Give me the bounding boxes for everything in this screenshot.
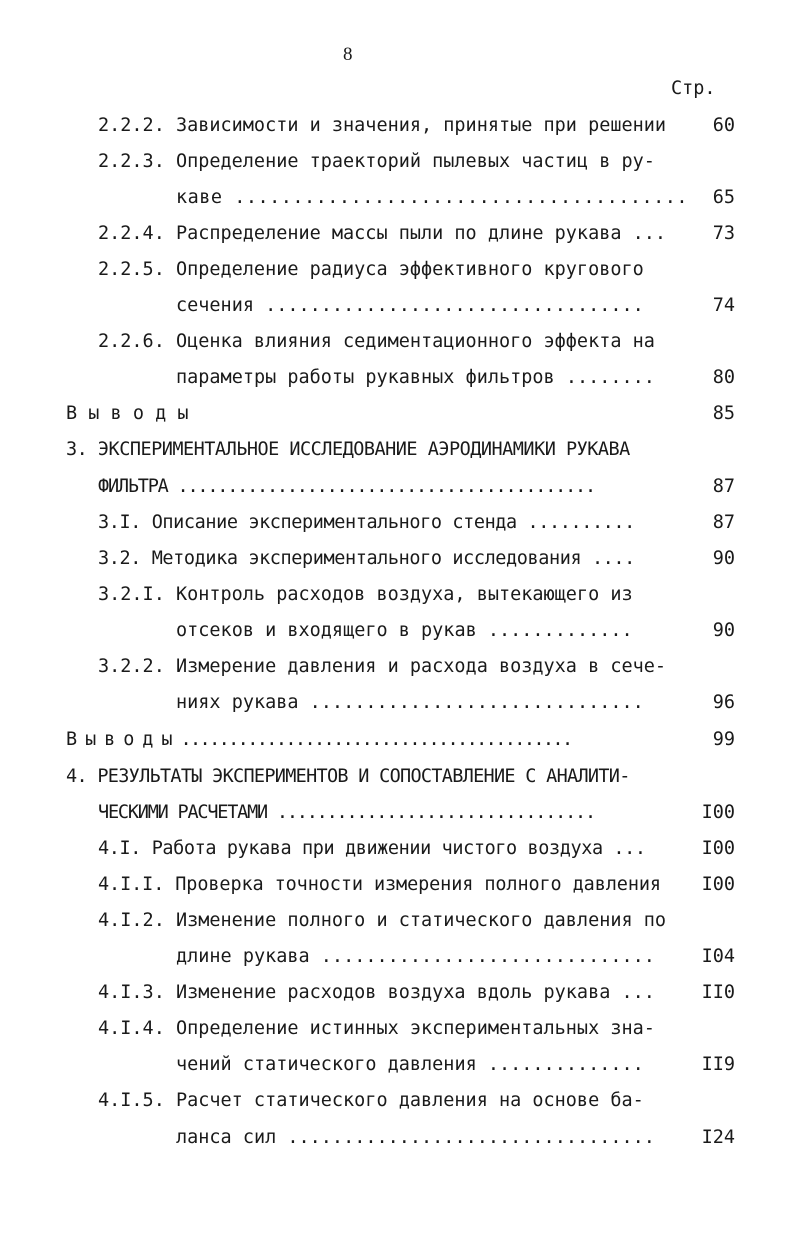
toc-page: 96 (712, 692, 735, 713)
toc-page: 65 (712, 187, 735, 208)
toc-line: 4.I.4. Определение истинных экспериментальных зна- (98, 1018, 655, 1039)
toc-line: длине рукава .............................. (176, 946, 655, 967)
toc-line: 2.2.2. Зависимости и значения, принятые при решении (98, 115, 667, 136)
toc-line: каве ....................................... (176, 187, 689, 208)
toc-line: чений статического давления .............. (176, 1054, 644, 1075)
toc-line: 2.2.3. Определение траекторий пылевых частиц в ру- (98, 151, 655, 172)
toc-line: ЧЕСКИМИ РАСЧЕТАМИ ................................ (98, 802, 595, 823)
toc-line: 3.2.2. Измерение давления и расхода воздуха в сече- (98, 656, 667, 677)
toc-line: ниях рукава .............................. (176, 692, 644, 713)
toc-page: I04 (701, 946, 735, 967)
toc-line: 3.I. Описание экспериментального стенда .......... (98, 512, 635, 533)
toc-page: 87 (712, 512, 735, 533)
toc-line: 4.I. Работа рукава при движении чистого воздуха ... (98, 838, 646, 859)
toc-line: 2.2.4. Распределение массы пыли по длине рукава ... (98, 223, 667, 244)
toc-line: 4.I.2. Изменение полного и статического давления по (98, 910, 667, 931)
toc-page: 80 (712, 367, 735, 388)
toc-page: II9 (701, 1054, 735, 1075)
toc-page: 73 (712, 223, 735, 244)
toc-line: 3.2.I. Контроль расходов воздуха, вытекающего из (98, 584, 633, 605)
toc-page: 60 (712, 115, 735, 136)
toc-line: параметры работы рукавных фильтров ........ (176, 367, 655, 388)
toc-line: 3. ЭКСПЕРИМЕНТАЛЬНОЕ ИССЛЕДОВАНИЕ АЭРОДИНАМИКИ РУКАВА (66, 439, 630, 460)
toc-line: 3.2. Методика экспериментального исследования .... (98, 548, 635, 569)
toc-line: ФИЛЬТРА .......................................... (98, 476, 595, 497)
toc-page: I00 (701, 874, 735, 895)
toc-page: 90 (712, 620, 735, 641)
toc-line: 2.2.6. Оценка влияния седиментационного эффекта на (98, 331, 655, 352)
toc-page: 90 (712, 548, 735, 569)
toc-line: В ы в о д ы (66, 403, 189, 424)
toc-page: II0 (701, 982, 735, 1003)
page-number: 8 (343, 44, 353, 65)
toc-line: 4.I.5. Расчет статического давления на основе ба- (98, 1090, 644, 1111)
toc-line: 2.2.5. Определение радиуса эффективного кругового (98, 259, 644, 280)
toc-page: I00 (701, 838, 735, 859)
toc-page: I00 (701, 802, 735, 823)
toc-line: ланса сил ................................. (176, 1127, 655, 1148)
toc-line: В ы в о д ы ......................................... (66, 729, 572, 750)
toc-page: 87 (712, 476, 735, 497)
toc-page: 74 (712, 295, 735, 316)
toc-line: отсеков и входящего в рукав ............. (176, 620, 633, 641)
toc-line: 4.I.I. Проверка точности измерения полного давления (98, 874, 661, 895)
toc-line: 4.I.3. Изменение расходов воздуха вдоль рукава ... (98, 982, 655, 1003)
toc-page: 85 (712, 403, 735, 424)
toc-line: сечения .................................. (176, 295, 644, 316)
toc-line: 4. РЕЗУЛЬТАТЫ ЭКСПЕРИМЕНТОВ И СОПОСТАВЛЕНИЕ С АНАЛИТИ- (66, 766, 630, 787)
column-header: Стр. (671, 78, 716, 99)
toc-page: 99 (712, 729, 735, 750)
toc-page: I24 (701, 1127, 735, 1148)
